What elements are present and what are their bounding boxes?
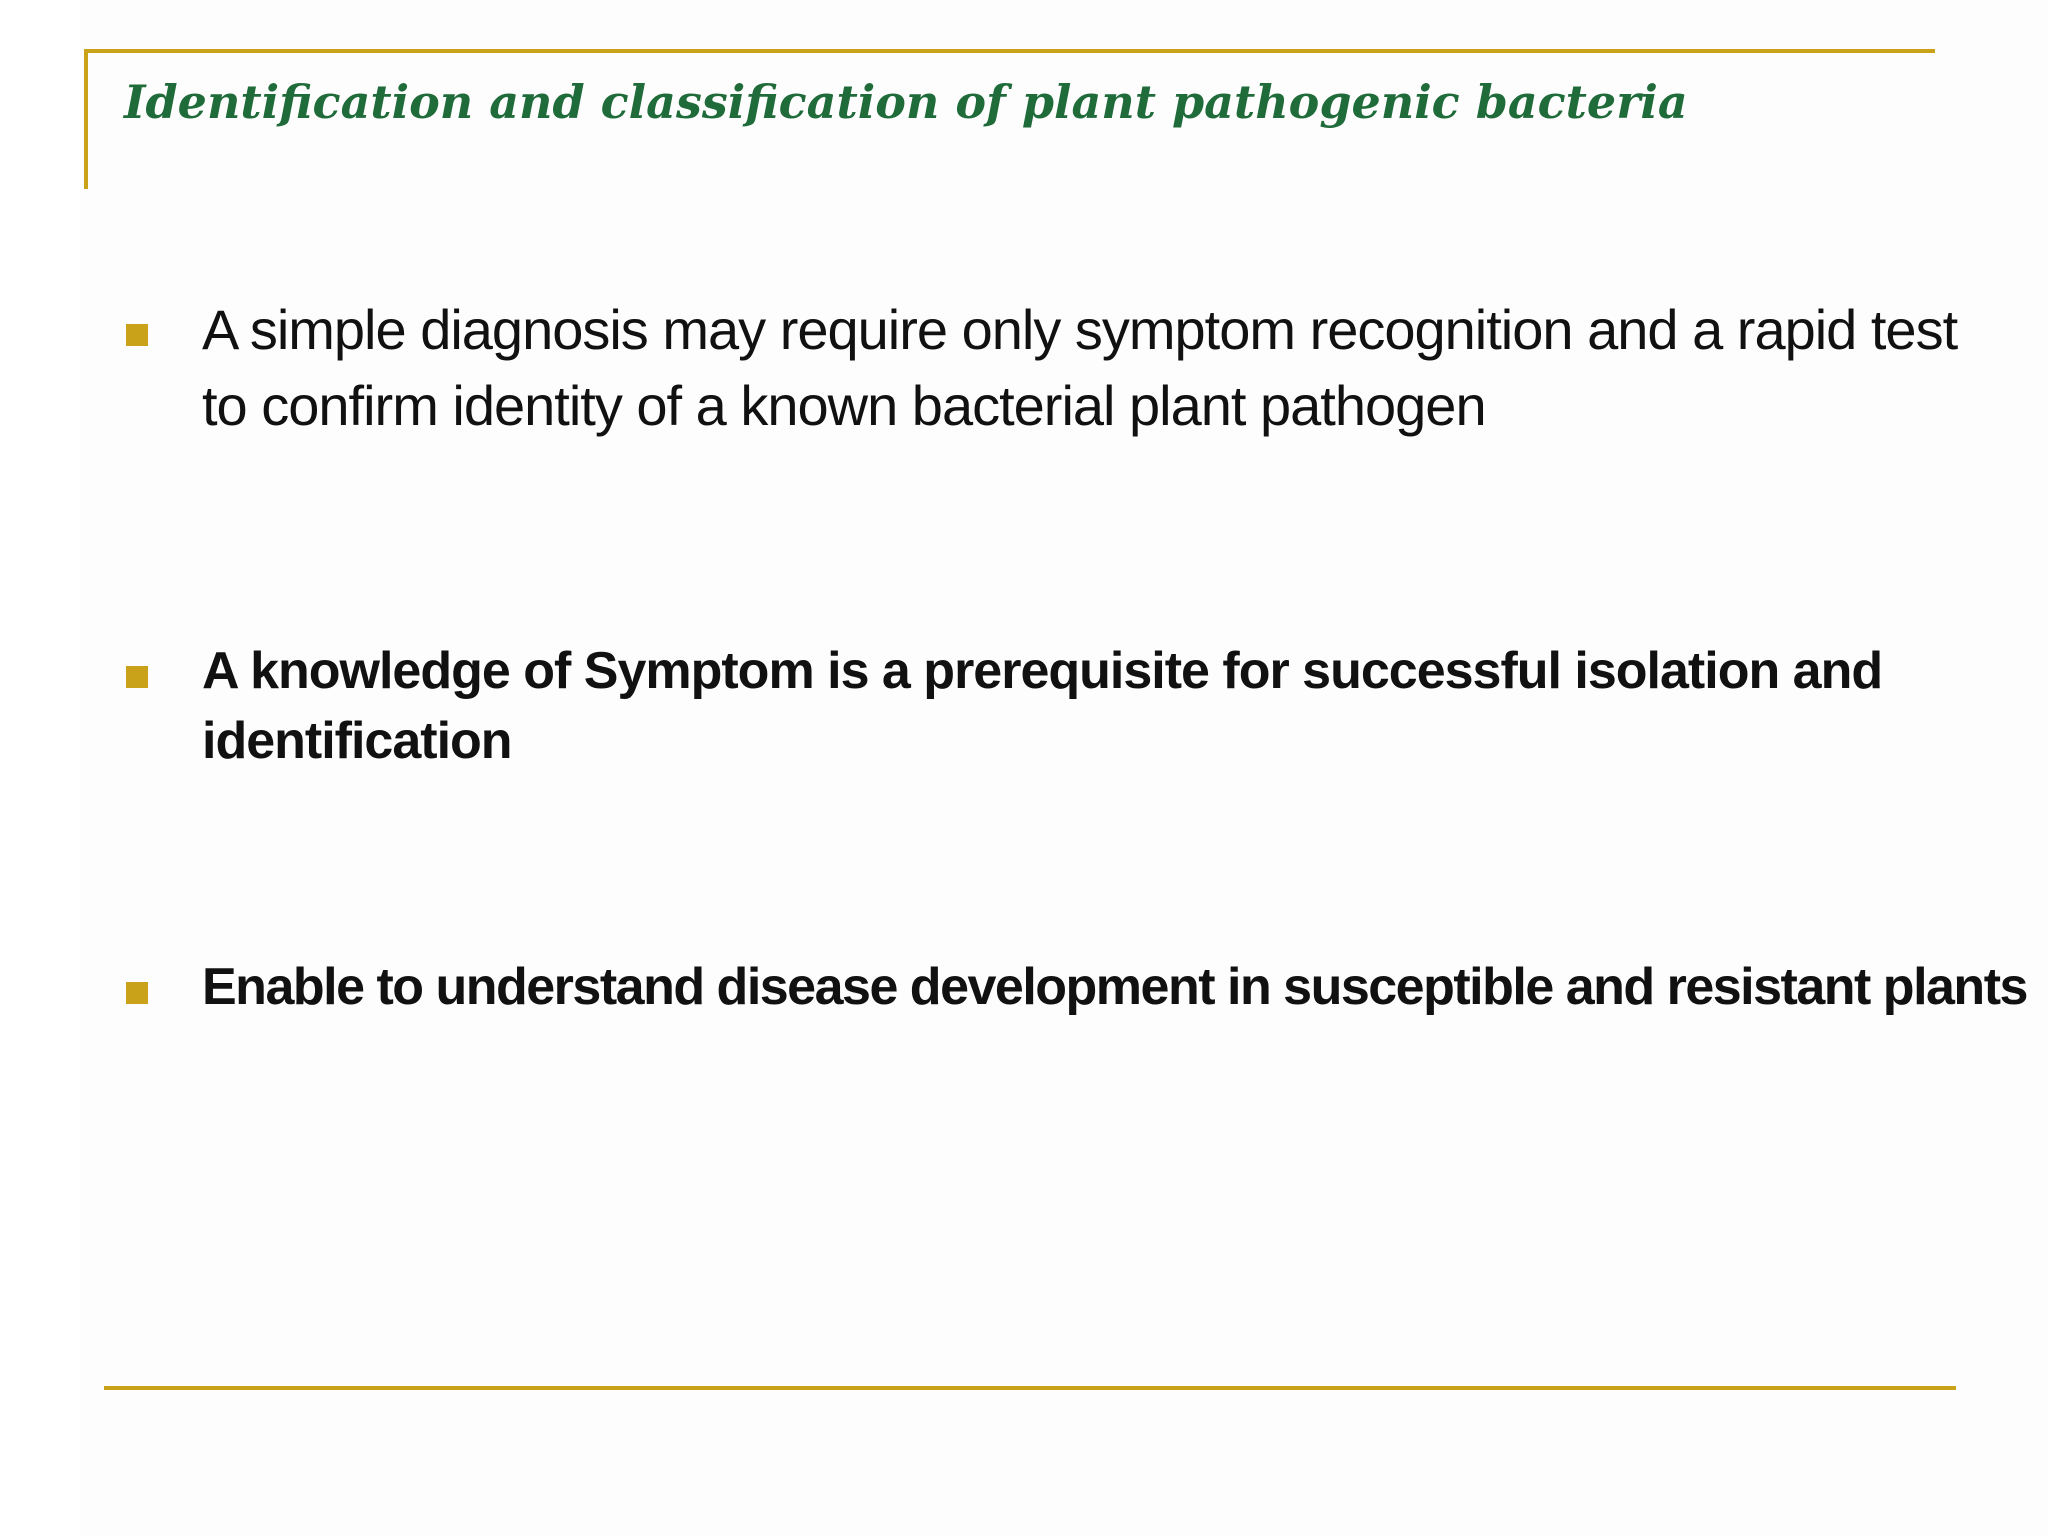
bullet-text: Enable to understand disease development in susceptible and resistant plants bbox=[202, 958, 2027, 1016]
footer-rule bbox=[104, 1386, 1956, 1390]
square-bullet-icon bbox=[126, 666, 148, 688]
slide-title: Identification and classification of plant pathogenic bacteria bbox=[124, 75, 1688, 129]
square-bullet-icon bbox=[126, 982, 148, 1004]
square-bullet-icon bbox=[126, 324, 148, 346]
bullet-text: A knowledge of Symptom is a prerequisite for successful isolation and identification bbox=[202, 642, 1883, 770]
bullet-text: A simple diagnosis may require only symptom recognition and a rapid test to confirm identity of a known bacterial plant pathogen bbox=[202, 298, 1958, 437]
